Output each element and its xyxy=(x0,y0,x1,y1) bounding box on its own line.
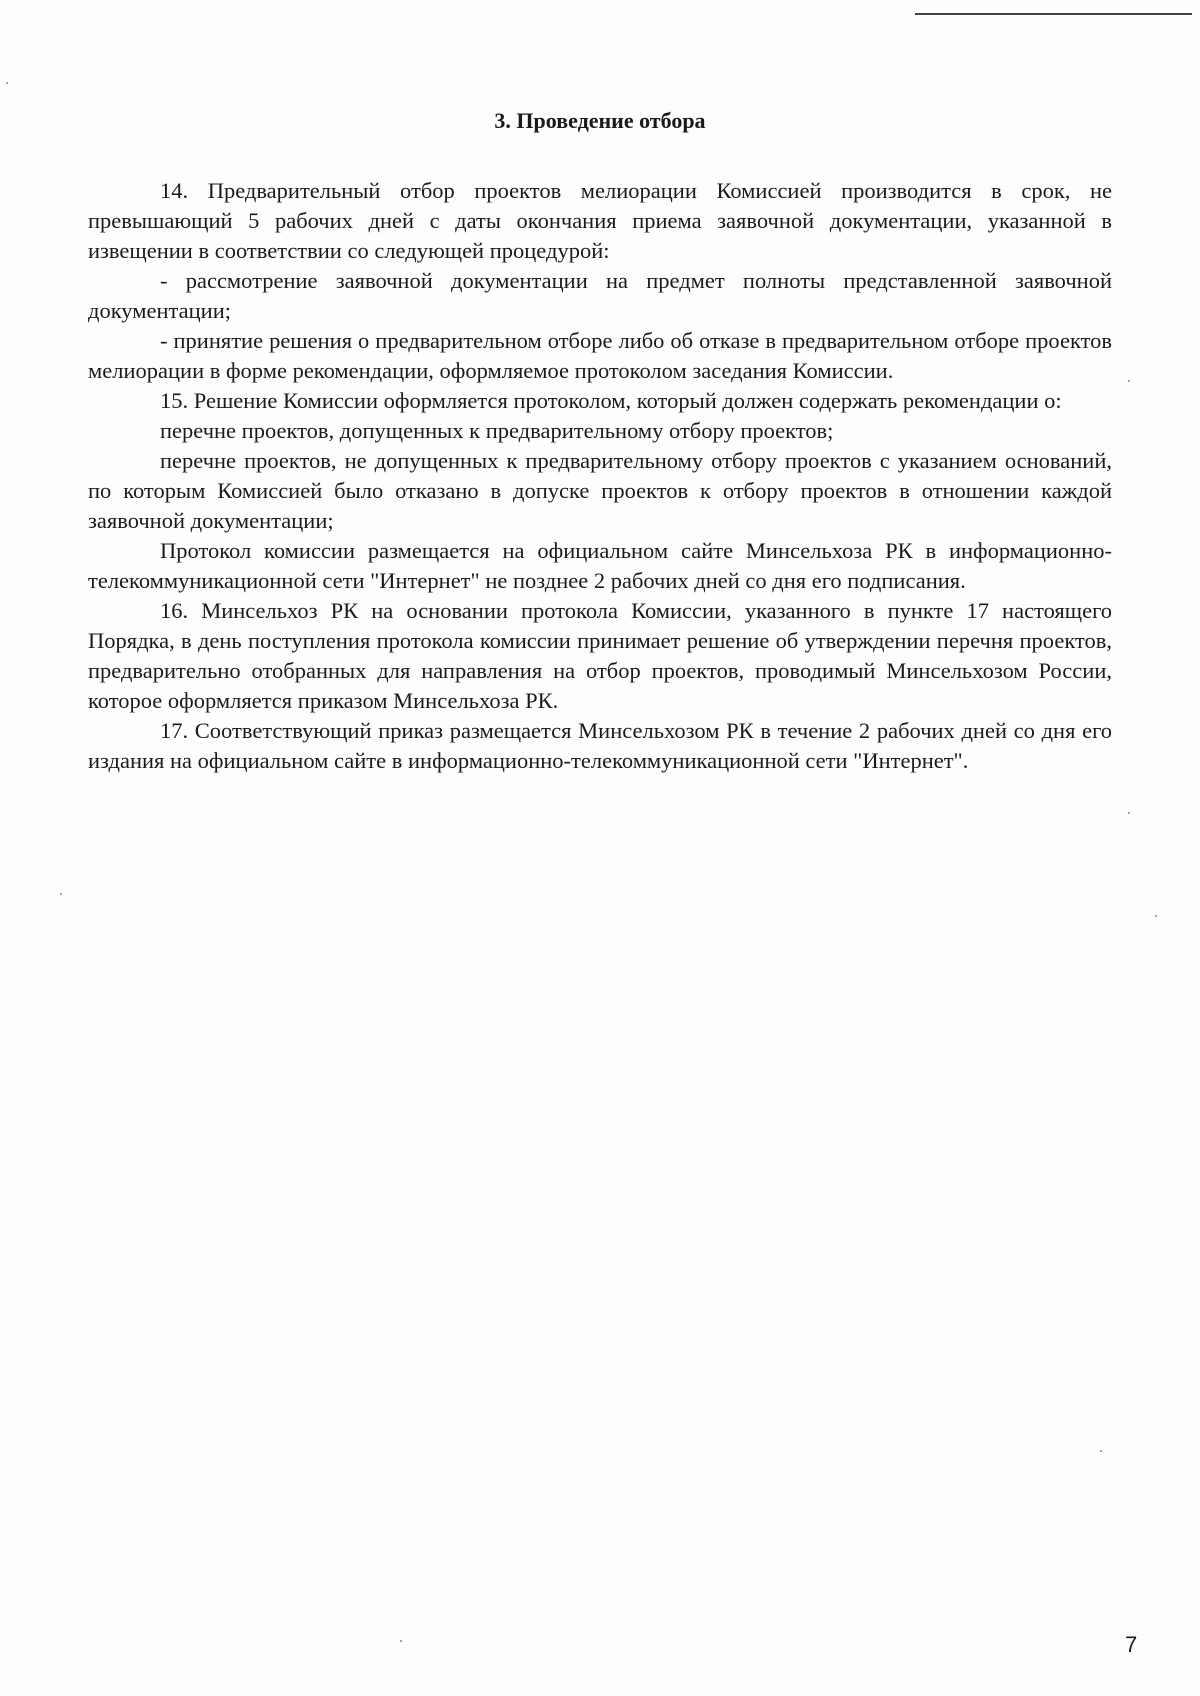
scan-speck xyxy=(1128,812,1130,814)
paragraph-15-item-1: перечне проектов, допущенных к предварительному отбору проектов; xyxy=(160,418,834,443)
scan-speck xyxy=(6,82,8,84)
scan-speck xyxy=(1155,915,1157,917)
document-body xyxy=(88,176,1112,776)
paragraph-14: 14. Предварительный отбор проектов мелиорации Комиссией производится в срок, не превышающий 5 рабочих дней с даты окончания приема заявочной документации, указанной в извещении в соответствии со следующей процедурой: xyxy=(88,178,1112,263)
paragraph-16: 16. Минсельхоз РК на основании протокола Комиссии, указанного в пункте 17 настоящего Порядка, в день поступления протокола комиссии принимает решение об утверждении перечня проектов, предварительно отобранных для направления на отбор проектов, проводимый Минсельхозом России, которое оформляется приказом Минсельхоза РК. xyxy=(88,598,1112,713)
section-heading: 3. Проведение отбора xyxy=(494,108,706,133)
scan-speck xyxy=(1100,1450,1102,1452)
top-rule xyxy=(915,13,1192,15)
scan-speck xyxy=(1128,380,1130,382)
paragraph-14-item-1: - рассмотрение заявочной документации на предмет полноты представленной заявочной документации; xyxy=(88,268,1112,323)
paragraph-protocol: Протокол комиссии размещается на официальном сайте Минсельхоза РК в информационно-телекоммуникационной сети "Интернет" не позднее 2 рабочих дней со дня его подписания. xyxy=(88,538,1112,593)
paragraph-15-item-2: перечне проектов, не допущенных к предварительному отбору проектов с указанием оснований, по которым Комиссией было отказано в допуске проектов к отбору проектов в отношении каждой заявочной документации; xyxy=(88,448,1112,533)
paragraph-17: 17. Соответствующий приказ размещается Минсельхозом РК в течение 2 рабочих дней со дня его издания на официальном сайте в информационно-телекоммуникационной сети "Интернет". xyxy=(88,718,1112,773)
paragraph-15: 15. Решение Комиссии оформляется протоколом, который должен содержать рекомендации о: xyxy=(160,388,1062,413)
scan-speck xyxy=(400,1640,402,1642)
page-number: 7 xyxy=(1125,1632,1138,1657)
paragraph-14-item-2: - принятие решения о предварительном отборе либо об отказе в предварительном отборе проектов мелиорации в форме рекомендации, оформляемое протоколом заседания Комиссии. xyxy=(88,328,1112,383)
scan-speck xyxy=(60,893,62,895)
